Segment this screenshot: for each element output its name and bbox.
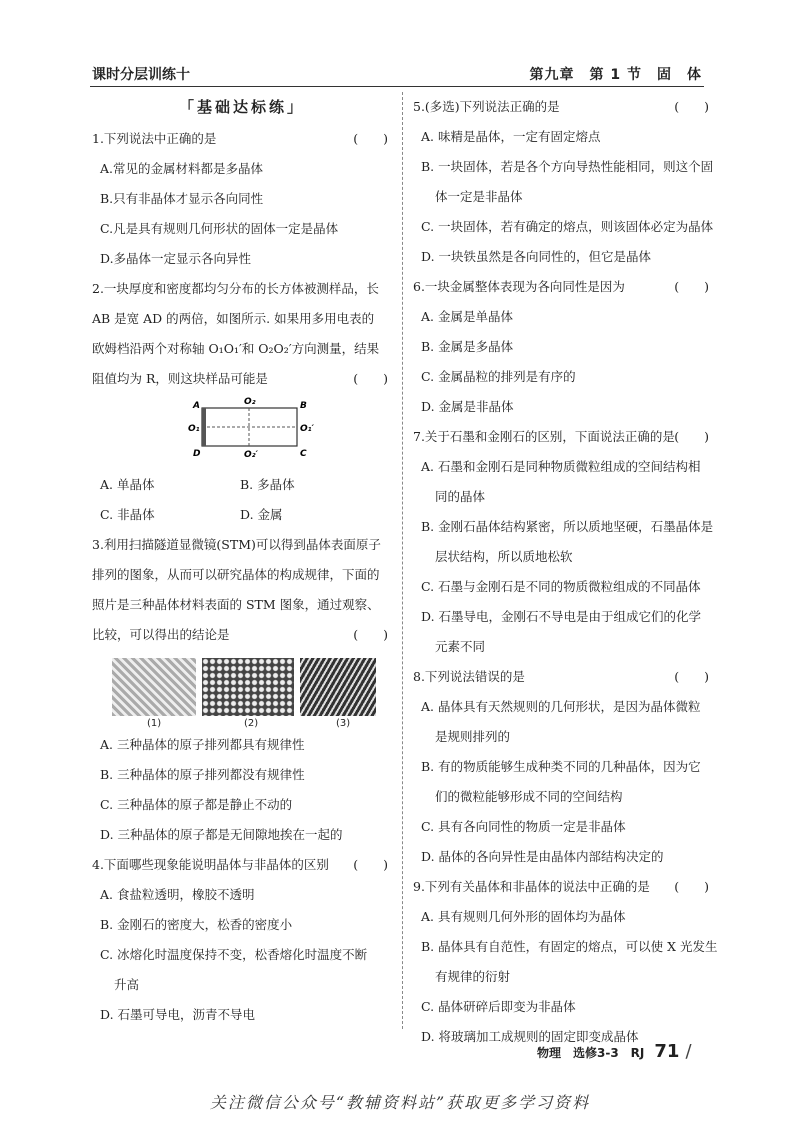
question-8 [413, 662, 713, 872]
stm-image-3 [300, 658, 376, 716]
question-stem: 1.下列说法中正确的是 [92, 131, 217, 146]
option-b-cont: 有规律的衍射 [435, 969, 511, 984]
header-rule [90, 86, 704, 87]
option-c: C. 非晶体 [100, 507, 155, 522]
question-stem: 阻值均为 R，则这块样品可能是 [92, 371, 268, 386]
option-a: A. 晶体具有天然规则的几何形状，是因为晶体微粒 [421, 699, 701, 714]
option-b-cont: 们的微粒能够形成不同的空间结构 [435, 789, 623, 804]
question-5 [413, 92, 713, 272]
question-stem: 3.利用扫描隧道显微镜(STM)可以得到晶体表面原子 [92, 537, 381, 552]
question-stem: 5.(多选)下列说法正确的是 [413, 99, 560, 114]
answer-bracket: ( ) [353, 627, 388, 642]
footer-slash: / [685, 1041, 692, 1062]
option-d: D. 金属是非晶体 [421, 399, 514, 414]
image-label-1: (1) [147, 718, 162, 729]
answer-bracket: ( ) [674, 429, 709, 444]
option-a: A. 具有规则几何外形的固体均为晶体 [421, 909, 626, 924]
option-a: A. 食盐粒透明，橡胶不透明 [100, 887, 255, 902]
option-d-cont: 元素不同 [435, 639, 486, 654]
sample-figure [92, 394, 392, 470]
option-b: B. 有的物质能够生成种类不同的几种晶体，因为它 [421, 759, 701, 774]
option-d: D. 晶体的各向异性是由晶体内部结构决定的 [421, 849, 664, 864]
option-c: C. 一块固体，若有确定的熔点，则该固体必定为晶体 [421, 219, 714, 234]
option-a: A. 味精是晶体，一定有固定熔点 [421, 129, 601, 144]
option-c: C. 石墨与金刚石是不同的物质微粒组成的不同晶体 [421, 579, 701, 594]
answer-bracket: ( ) [674, 879, 709, 894]
question-stem: 8.下列说法错误的是 [413, 669, 525, 684]
option-a: A. 金属是单晶体 [421, 309, 513, 324]
option-b: B. 金刚石晶体结构紧密，所以质地坚硬，石墨晶体是 [421, 519, 714, 534]
question-stem: 比较，可以得出的结论是 [92, 627, 230, 642]
option-b-cont: 体一定是非晶体 [435, 189, 523, 204]
option-d: D. 石墨导电，金刚石不导电是由于组成它们的化学 [421, 609, 702, 624]
page-number: 71 [654, 1041, 680, 1062]
option-c-cont: 升高 [114, 977, 140, 992]
image-label-2: (2) [244, 718, 259, 729]
option-c: C. 晶体研碎后即变为非晶体 [421, 999, 576, 1014]
option-c: C. 冰熔化时温度保持不变，松香熔化时温度不断 [100, 947, 368, 962]
option-b: B.只有非晶体才显示各向同性 [100, 191, 264, 206]
section-title: 「基础达标练」 [178, 98, 305, 116]
option-d: D. 一块铁虽然是各向同性的，但它是晶体 [421, 249, 652, 264]
question-1 [92, 124, 392, 274]
question-6 [413, 272, 713, 422]
label-o2p: O₂′ [244, 450, 258, 460]
option-b: B. 金属是多晶体 [421, 339, 514, 354]
option-d: D. 石墨可导电，沥青不导电 [100, 1007, 256, 1022]
label-o1p: O₁′ [300, 424, 314, 434]
option-d: D.多晶体一定显示各向异性 [100, 251, 252, 266]
option-b: B. 三种晶体的原子排列都没有规律性 [100, 767, 305, 782]
option-c: C. 金属晶粒的排列是有序的 [421, 369, 576, 384]
question-stem: 欧姆档沿两个对称轴 O₁O₁′和 O₂O₂′方向测量，结果 [92, 341, 380, 356]
option-c: C. 具有各向同性的物质一定是非晶体 [421, 819, 626, 834]
question-stem: 7.关于石墨和金刚石的区别，下面说法正确的是 [413, 429, 675, 444]
bottom-note: 关注微信公众号“教辅资料站”获取更多学习资料 [209, 1093, 591, 1112]
question-7 [413, 422, 713, 662]
option-c: C. 三种晶体的原子都是静止不动的 [100, 797, 293, 812]
question-stem: 6.一块金属整体表现为各向同性是因为 [413, 279, 625, 294]
option-a-cont: 是规则排列的 [435, 729, 511, 744]
question-stem: 排列的图象，从而可以研究晶体的构成规律，下面的 [92, 567, 380, 582]
left-column [92, 92, 392, 1030]
header-right: 第九章 第 1 节 固 体 [529, 67, 702, 83]
question-stem: 照片是三种晶体材料表面的 STM 图象，通过观察、 [92, 597, 380, 612]
option-b: B. 晶体具有自范性，有固定的熔点，可以使 X 光发生 [421, 939, 718, 954]
page-footer [537, 1041, 692, 1062]
footer-text: 物理 选修3-3 RJ [537, 1046, 645, 1060]
option-b-cont: 层状结构，所以质地松软 [435, 549, 573, 564]
stm-images [92, 650, 392, 730]
label-o1: O₁ [188, 424, 200, 434]
question-4 [92, 850, 392, 1030]
answer-bracket: ( ) [674, 99, 709, 114]
option-d: D. 将玻璃加工成规则的固定即变成晶体 [421, 1029, 639, 1044]
option-c: C.凡是具有规则几何形状的固体一定是晶体 [100, 221, 339, 236]
right-column [413, 92, 718, 1052]
question-2 [92, 274, 392, 530]
option-b: B. 一块固体，若是各个方向导热性能相同，则这个固 [421, 159, 714, 174]
answer-bracket: ( ) [353, 371, 388, 386]
option-d: D. 金属 [240, 507, 283, 522]
question-stem: 9.下列有关晶体和非晶体的说法中正确的是 [413, 879, 650, 894]
answer-bracket: ( ) [674, 279, 709, 294]
answer-bracket: ( ) [353, 131, 388, 146]
stm-image-2 [202, 658, 294, 716]
header-left: 课时分层训练十 [92, 67, 190, 83]
option-b: B. 多晶体 [240, 477, 295, 492]
question-3 [92, 530, 392, 850]
option-b: B. 金刚石的密度大，松香的密度小 [100, 917, 293, 932]
label-d: D [193, 449, 201, 459]
option-a: A.常见的金属材料都是多晶体 [100, 161, 264, 176]
stm-image-1 [112, 658, 196, 716]
label-b: B [300, 401, 307, 411]
option-a: A. 三种晶体的原子排列都具有规律性 [100, 737, 305, 752]
answer-bracket: ( ) [353, 857, 388, 872]
label-c: C [300, 449, 307, 459]
option-a: A. 石墨和金刚石是同种物质微粒组成的空间结构相 [421, 459, 701, 474]
column-divider [402, 92, 403, 1029]
question-stem: AB 是宽 AD 的两倍，如图所示. 如果用多用电表的 [92, 311, 375, 326]
image-label-3: (3) [336, 718, 351, 729]
label-o2: O₂ [244, 397, 256, 407]
question-9 [413, 872, 718, 1052]
option-a: A. 单晶体 [100, 477, 155, 492]
label-a: A [193, 401, 200, 411]
question-stem: 2.一块厚度和密度都均匀分布的长方体被测样品，长 [92, 281, 379, 296]
question-stem: 4.下面哪些现象能说明晶体与非晶体的区别 [92, 857, 329, 872]
answer-bracket: ( ) [674, 669, 709, 684]
option-d: D. 三种晶体的原子都是无间隙地挨在一起的 [100, 827, 343, 842]
option-a-cont: 同的晶体 [435, 489, 486, 504]
